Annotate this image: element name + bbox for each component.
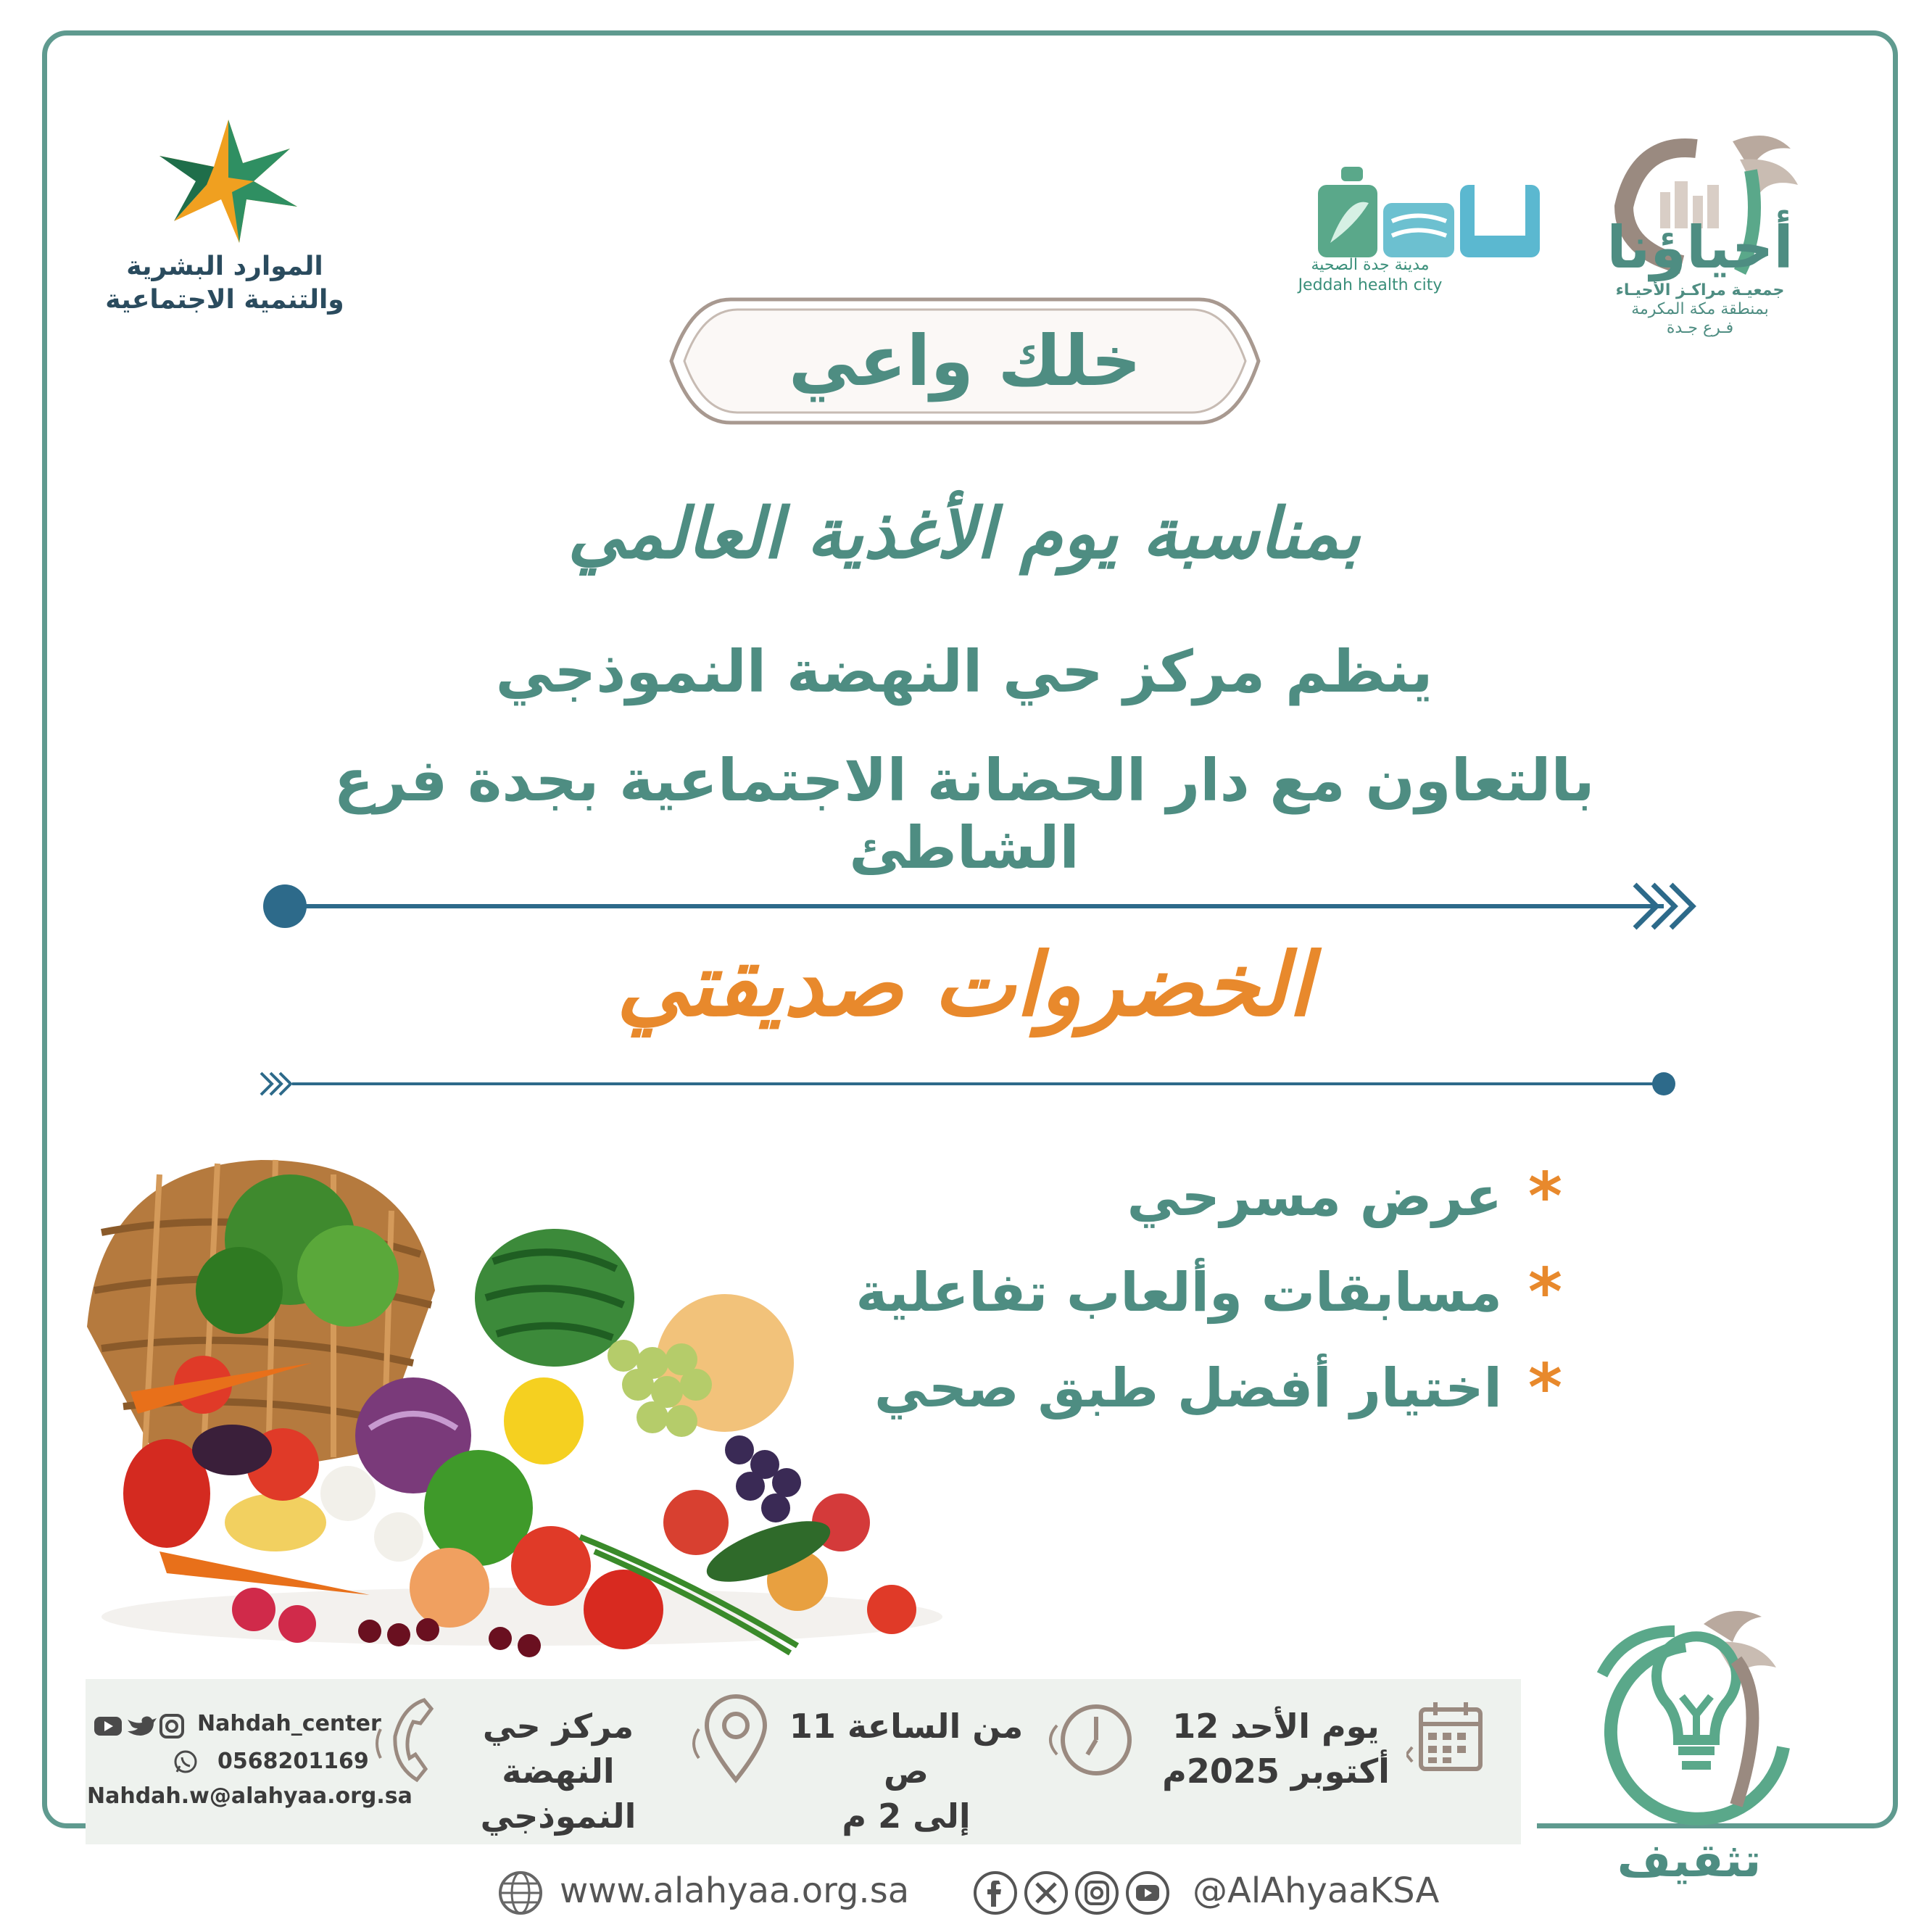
jeddah-logo-text: [1283, 255, 1457, 296]
info-location-line2: النموذجي: [480, 1797, 637, 1836]
globe-icon: [497, 1869, 544, 1917]
ministry-logo-line2: والتنمية الاجتماعية: [105, 285, 344, 315]
facebook-icon: [975, 1873, 1016, 1913]
activity-item-1: [1127, 1159, 1562, 1235]
info-time-line1: من الساعة 11 ص: [789, 1707, 1024, 1791]
footer-social-handle[interactable]: @AlAhyaaKSA: [1193, 1870, 1440, 1911]
phone-icon: [373, 1693, 446, 1787]
alahyaa-logo-line3: فـرع جـدة: [1666, 319, 1734, 337]
program-name: الخضروات صديقتي: [616, 935, 1312, 1036]
alahyaa-logo-line1: جمعيـة مراكـز الأحيـاء: [1615, 281, 1785, 299]
instagram-icon: [1077, 1873, 1117, 1913]
contact-social-handle[interactable]: Nahdah_center: [197, 1711, 381, 1736]
contact-phone[interactable]: 0568201169: [217, 1749, 369, 1774]
ministry-logo-icon: [145, 112, 312, 246]
activity-text-1: عرض مسرحي: [1127, 1165, 1502, 1228]
tathqeef-label: تثقيف: [1617, 1834, 1762, 1888]
info-location: [442, 1704, 674, 1839]
ministry-logo-text: [101, 250, 348, 317]
organizer-line1: ينظم مركز حي النهضة النموذجي: [495, 638, 1433, 705]
jeddah-health-city-logo-icon: [1312, 163, 1544, 261]
social-icons-group: [93, 1712, 187, 1739]
info-date-line2: أكتوبر 2025م: [1162, 1752, 1390, 1791]
info-time: [776, 1704, 1037, 1839]
twitter-icon: [128, 1717, 157, 1736]
tathqeef-logo-icon: [1559, 1588, 1820, 1841]
vegetable-basket-image: [72, 1145, 979, 1667]
whatsapp-icon: [173, 1749, 199, 1775]
info-time-line2: إلى 2 م: [842, 1797, 971, 1836]
info-location-line1: مركز حي النهضة: [482, 1707, 634, 1791]
alahyaa-logo-word: أحياؤنا: [1606, 214, 1794, 281]
divider-bottom: [257, 1069, 1707, 1098]
clock-icon: [1044, 1696, 1138, 1783]
occasion-heading: بمناسبة يوم الأغذية العالمي: [568, 493, 1361, 574]
youtube-icon: [94, 1717, 122, 1736]
activity-star-1: *: [1527, 1159, 1562, 1235]
activity-star-3: *: [1527, 1350, 1562, 1426]
activity-text-3: اختيار أفضل طبق صحي: [874, 1356, 1502, 1420]
alahyaa-logo-line2: بمنطقة مكة المكرمة: [1631, 300, 1769, 318]
footer-social-icons: [971, 1869, 1174, 1917]
divider-top: [257, 877, 1707, 935]
calendar-icon: [1406, 1696, 1486, 1783]
title-text: خلك واعي: [788, 320, 1142, 402]
ministry-logo-line1: الموارد البشرية: [126, 252, 323, 281]
footer-website[interactable]: www.alahyaa.org.sa: [560, 1870, 910, 1911]
activity-text-2: مسابقات وألعاب تفاعلية: [855, 1261, 1502, 1324]
jeddah-logo-ar: مدينة جدة الصحية: [1311, 256, 1430, 274]
info-date: [1160, 1704, 1392, 1794]
location-pin-icon: [689, 1693, 768, 1787]
activity-star-2: *: [1527, 1254, 1562, 1330]
youtube-icon: [1127, 1873, 1168, 1913]
alahyaa-logo-text: [1599, 281, 1802, 338]
instagram-icon: [161, 1715, 183, 1737]
info-date-line1: يوم الأحد 12: [1172, 1707, 1380, 1746]
jeddah-logo-en: Jeddah health city: [1298, 276, 1443, 294]
organizer-line2: بالتعاون مع دار الحضانة الاجتماعية بجدة فرع الشاطئ: [333, 747, 1595, 882]
contact-email[interactable]: Nahdah.w@alahyaa.org.sa: [87, 1783, 412, 1809]
x-icon: [1026, 1873, 1066, 1913]
